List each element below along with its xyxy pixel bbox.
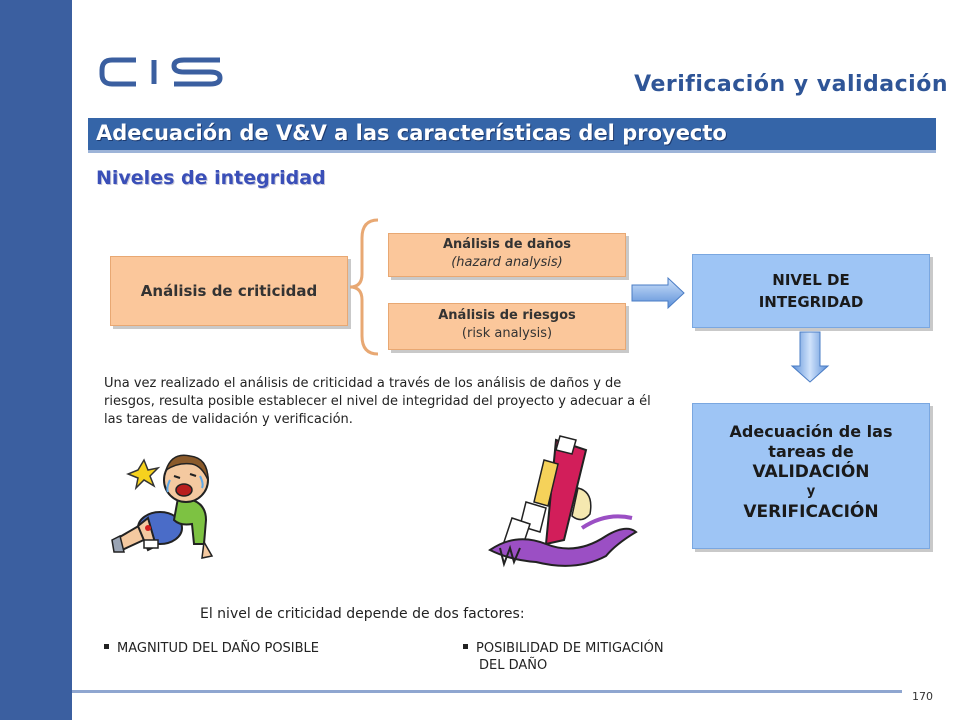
danos-title: Análisis de daños bbox=[442, 237, 572, 252]
bullet-square-icon bbox=[104, 644, 109, 649]
danos-box bbox=[388, 233, 626, 277]
factor-2-line1: POSIBILIDAD DE MITIGACIÓN bbox=[476, 641, 664, 656]
danos-subtitle: (hazard analysis) bbox=[451, 255, 563, 270]
section-title: Verificación y validación bbox=[634, 72, 948, 97]
adecuacion-line5: VERIFICACIÓN bbox=[743, 502, 879, 522]
nivel-line2: INTEGRIDAD bbox=[758, 293, 864, 311]
slide-title-bar bbox=[88, 118, 936, 153]
riesgos-subtitle: (risk analysis) bbox=[461, 326, 553, 341]
factor-2-line2: DEL DAÑO bbox=[479, 658, 548, 673]
criticidad-box: Análisis de criticidad bbox=[110, 256, 348, 326]
bullet-square-icon bbox=[463, 644, 468, 649]
description-paragraph: Una vez realizado el análisis de criticidad a través de los análisis de daños y de riesgos, resulta posible establecer el nivel de integridad del proyecto y adecuar a él las tareas de validación y verificación. bbox=[104, 376, 651, 427]
factor-bullet-1 bbox=[104, 640, 319, 657]
nivel-line1: NIVEL DE bbox=[772, 271, 850, 289]
riesgos-box bbox=[388, 303, 626, 350]
left-accent-bar bbox=[0, 0, 72, 720]
factors-intro: El nivel de criticidad depende de dos factores: bbox=[200, 606, 525, 622]
adecuacion-line1: Adecuación de las bbox=[729, 422, 893, 441]
down-arrow-icon bbox=[790, 330, 830, 384]
right-arrow-icon bbox=[630, 276, 686, 310]
cis-logo bbox=[96, 52, 226, 92]
factor-bullet-2 bbox=[463, 640, 664, 674]
slide-title: Adecuación de V&V a las características del proyecto bbox=[96, 121, 727, 145]
sinking-ship-clipart bbox=[486, 432, 640, 572]
nivel-integridad-box bbox=[692, 254, 930, 328]
page-number: 170 bbox=[912, 690, 933, 703]
riesgos-title: Análisis de riesgos bbox=[438, 308, 576, 323]
adecuacion-line3: VALIDACIÓN bbox=[752, 462, 870, 482]
factor-1-text: MAGNITUD DEL DAÑO POSIBLE bbox=[117, 641, 320, 656]
adecuacion-box bbox=[692, 403, 930, 549]
adecuacion-line4: y bbox=[806, 484, 816, 499]
subtitle: Niveles de integridad bbox=[96, 167, 326, 189]
footer-divider bbox=[72, 690, 902, 693]
curly-brace bbox=[348, 218, 382, 356]
hurt-child-clipart bbox=[108, 440, 228, 564]
adecuacion-line2: tareas de bbox=[768, 442, 854, 461]
